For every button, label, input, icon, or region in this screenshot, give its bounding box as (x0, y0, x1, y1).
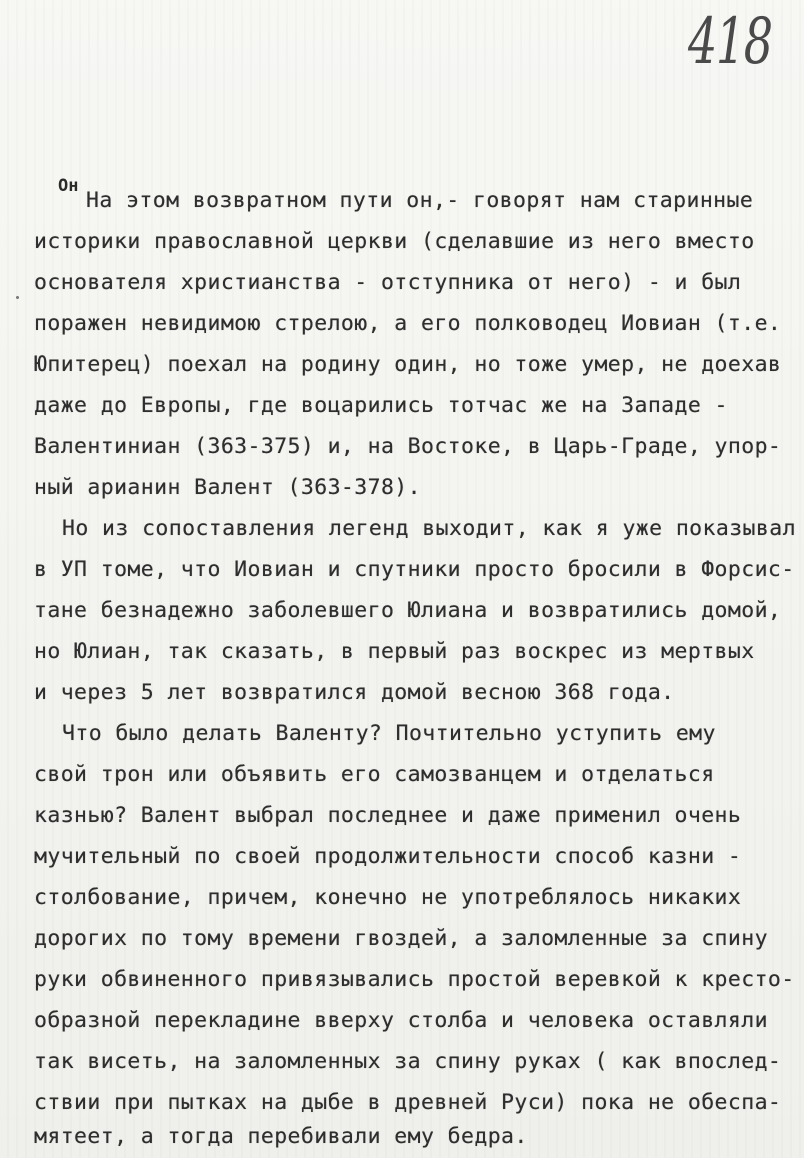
text-line: Что было делать Валенту? Почтительно уступить ему (62, 721, 716, 746)
text-line: мятеет, а тогда перебивали ему бедра. (34, 1124, 528, 1149)
text-line: Но из сопоставления легенд выходит, как я уже показывал (62, 516, 796, 541)
text-line: ный арианин Валент (363-378). (34, 475, 421, 500)
margin-mark: Он (58, 176, 79, 196)
text-line: так висеть, на заломленных за спину руках ( как впослед- (34, 1049, 782, 1074)
text-line: казнью? Валент выбрал последнее и даже применил очень (34, 803, 742, 828)
text-line: основателя христианства - отступника от него) - и был (34, 270, 742, 295)
text-line: Валентиниан (363-375) и, на Востоке, в Царь-Граде, упор- (34, 434, 782, 459)
text-line: свой трон или объявить его самозванцем и отделаться (34, 762, 715, 787)
text-line: На этом возвратном пути он,- говорят нам старинные (86, 188, 754, 213)
text-line: в УП томе, что Иовиан и спутники просто бросили в Форсис- (34, 557, 795, 582)
text-line: Юпитерец) поехал на родину один, но тоже умер, не доехав (34, 352, 782, 377)
text-line: руки обвиненного привязывались простой веревкой к кресто- (34, 967, 795, 992)
text-line: дорогих по тому времени гвоздей, а заломленные за спину (34, 926, 768, 951)
text-line: и через 5 лет возвратился домой весною 368 года. (34, 680, 675, 705)
stray-mark (16, 296, 19, 299)
page-number: 418 (688, 5, 772, 79)
text-line: тане безнадежно заболевшего Юлиана и возвратились домой, (34, 598, 782, 623)
text-line: ствии при пытках на дыбе в древней Руси) пока не обеспа- (34, 1090, 782, 1115)
text-line: мучительный по своей продолжительности способ казни - (34, 844, 742, 869)
text-line: но Юлиан, так сказать, в первый раз воскрес из мертвых (34, 639, 755, 664)
text-line: столбование, причем, конечно не употреблялось никаких (34, 885, 742, 910)
text-line: образной перекладине вверху столба и человека оставляли (34, 1008, 768, 1033)
text-line: историки православной церкви (сделавшие из него вместо (34, 229, 755, 254)
text-line: даже до Европы, где воцарились тотчас же на Западе - (34, 393, 728, 418)
text-line: поражен невидимою стрелою, а его полководец Иовиан (т.е. (34, 311, 782, 336)
